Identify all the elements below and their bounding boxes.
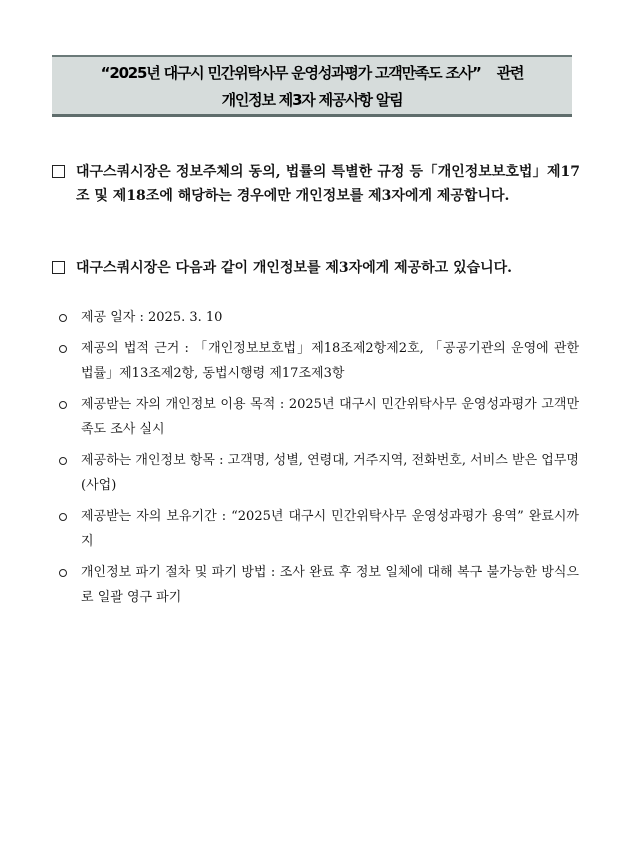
list-item xyxy=(57,336,579,386)
checkbox-square-icon xyxy=(52,261,65,274)
square-item-2 xyxy=(52,256,580,280)
bullet-circle-icon xyxy=(59,569,67,577)
square-item-text: 대구스쿼시장은 정보주체의 동의, 법률의 특별한 규정 등「개인정보보호법」제17조 및 제18조에 해당하는 경우에만 개인정보를 제3자에게 제공합니다. xyxy=(76,164,580,204)
list-item-text: 제공받는 자의 보유기간 : “2025년 대구시 민간위탁사무 운영성과평가 용역” 완료시까지 xyxy=(81,509,579,549)
title-line-1 xyxy=(52,60,572,87)
list-item-text: 제공의 법적 근거 : 「개인정보보호법」제18조제2항제2호, 「공공기관의 운영에 관한 법률」제13조제2항, 동법시행령 제17조제3항 xyxy=(81,341,579,381)
square-item-text: 대구스쿼시장은 다음과 같이 개인정보를 제3자에게 제공하고 있습니다. xyxy=(76,260,513,276)
list-item-text: 제공 일자 : 2025. 3. 10 xyxy=(81,310,223,325)
list-item-text: 제공하는 개인정보 항목 : 고객명, 성별, 연령대, 거주지역, 전화번호, 서비스 받은 업무명(사업) xyxy=(81,453,579,493)
list-item xyxy=(57,504,579,554)
square-item-1 xyxy=(52,160,580,208)
title-suffix: 관련 xyxy=(496,64,524,82)
checkbox-square-icon xyxy=(52,165,65,178)
list-item-text: 개인정보 파기 절차 및 파기 방법 : 조사 완료 후 정보 일체에 대해 복구 불가능한 방식으로 일괄 영구 파기 xyxy=(81,565,579,605)
title-survey-name: “2025년 대구시 민간위탁사무 운영성과평가 고객만족도 조사” xyxy=(100,64,481,82)
list-item-text: 제공받는 자의 개인정보 이용 목적 : 2025년 대구시 민간위탁사무 운영성과평가 고객만족도 조사 실시 xyxy=(81,397,579,437)
bullet-circle-icon xyxy=(59,401,67,409)
list-item xyxy=(57,305,579,330)
provision-details-list xyxy=(57,305,579,616)
bullet-circle-icon xyxy=(59,314,67,322)
list-item xyxy=(57,448,579,498)
bullet-circle-icon xyxy=(59,513,67,521)
bullet-circle-icon xyxy=(59,345,67,353)
list-item xyxy=(57,392,579,442)
notice-title-box xyxy=(52,55,572,117)
list-item xyxy=(57,560,579,610)
bullet-circle-icon xyxy=(59,457,67,465)
title-line-2: 개인정보 제3자 제공사항 알림 xyxy=(221,91,403,109)
